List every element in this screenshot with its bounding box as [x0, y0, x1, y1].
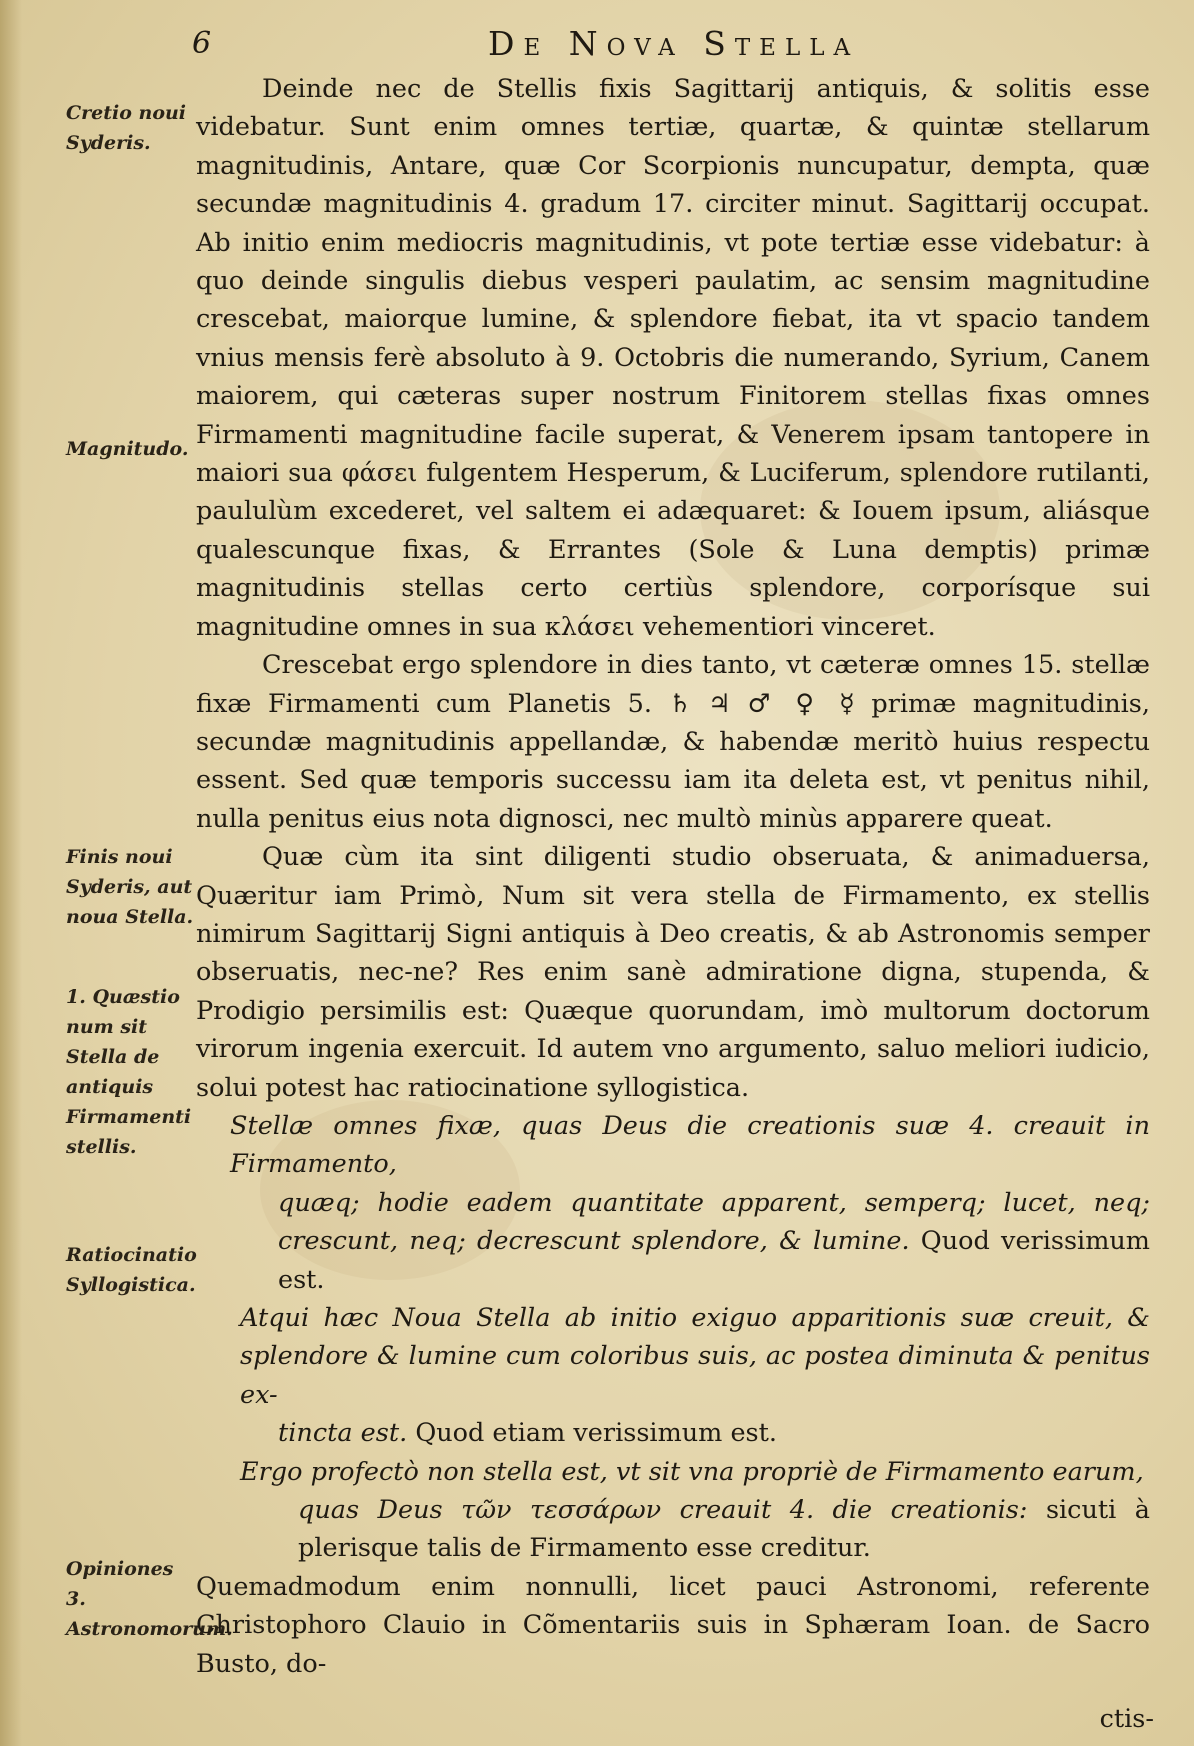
margin-note: Cretio noui Syderis.	[66, 102, 187, 154]
syllogism-continuation	[240, 1491, 1150, 1568]
margin-note: Opiniones 3. Astronomorum.	[66, 1558, 233, 1640]
syllogism-continuation	[230, 1184, 1150, 1299]
margin-note: Finis noui Syderis, aut noua Stella.	[66, 846, 194, 928]
syllogism-conclusion	[196, 1453, 1150, 1568]
paragraph: Crescebat ergo splendore in dies tanto, vt cæteræ omnes 15. stellæ fixæ Firmamenti cum Planetis 5. ♄ ♃ ♂ ♀ ☿ primæ magnitudinis, secundæ magnitudinis appellandæ, & habendæ meritò huius respectu essent. Sed quæ temporis successu iam ita deleta est, vt penitus nihil, nulla penitus eius nota dignosci, nec multò minùs apparere queat.	[196, 650, 1150, 834]
paragraph: Deinde nec de Stellis fixis Sagittarij antiquis, & solitis esse videbatur. Sunt enim omnes tertiæ, quartæ, & quintæ stellarum magnitudinis, Antare, quæ Cor Scorpionis nuncupatur, dempta, quæ secundæ magnitudinis 4. gradum 17. circiter minut. Sagittarij occupat. Ab initio enim mediocris magnitudinis, vt pote tertiæ esse videbatur: à quo deinde singulis diebus vesperi paulatim, ac sensim magnitudine crescebat, maiorque lumine, & splendore fiebat, ita vt spacio tandem vnius mensis ferè absoluto à 9. Octobris die numerando, Syrium, Canem maiorem, qui cæteras super nostrum Finitorem stellas fixas omnes Firmamenti magnitudine facile superat, & Venerem ipsam tantopere in maiori sua φάσει fulgentem Hesperum, & Luciferum, splendore rutilanti, paululùm excederet, vel saltem ei adæquaret: & Iouem ipsum, aliásque qualescunque fixas, & Errantes (Sole & Luna demptis) primæ magnitudinis stellas certo certiùs splendore, corporísque sui magnitudine omnes in sua κλάσει vehementiori vinceret.	[196, 74, 1150, 642]
syllogism-text: quæq; hodie eadem quantitate apparent, semperq; lucet, neq; crescunt, neq; decrescunt splendore, & lumine.	[278, 1187, 1150, 1257]
syllogism-note: Quod verissimum est.	[278, 1226, 1150, 1295]
margin-note: Magnitudo.	[66, 438, 189, 460]
margin-note: 1. Quæstio num sit Stella de antiquis Firmamenti stellis.	[66, 986, 192, 1158]
running-head: De Nova Stella	[488, 24, 860, 63]
syllogism-text: Ergo profectò non stella est, vt sit vna propriè de Firmamento earum,	[240, 1456, 1144, 1487]
syllogism-note: sicuti à plerisque talis de Firmamento esse creditur.	[298, 1495, 1150, 1564]
syllogism-text: Stellæ omnes fixæ, quas Deus die creationis suæ 4. creauit in Firmamento,	[230, 1110, 1150, 1180]
syllogism-continuation	[240, 1414, 1150, 1452]
syllogism-minor	[196, 1299, 1150, 1453]
syllogism-major	[196, 1107, 1150, 1299]
paragraph: Quemadmodum enim nonnulli, licet pauci Astronomi, referente Christophoro Clauio in Cõmentariis suis in Sphæram Ioan. de Sacro Busto, do-	[196, 1571, 1150, 1679]
main-text	[196, 70, 1150, 1683]
margin-note: Ratiocinatio Syllogistica.	[66, 1244, 197, 1296]
syllogism-note: Quod etiam verissimum est.	[415, 1418, 777, 1449]
page-header	[188, 20, 1148, 64]
syllogism-text: quas Deus τῶν τεσσάρων creauit 4. die creationis:	[298, 1495, 1028, 1526]
catchword: ctis-	[1099, 1704, 1154, 1734]
syllogism-text: tincta est.	[278, 1418, 408, 1449]
paragraph: Quæ cùm ita sint diligenti studio obseruata, & animaduersa, Quæritur iam Primò, Num sit vera stella de Firmamento, ex stellis nimirum Sagittarij Signi antiquis à Deo creatis, & ab Astronomis semper obseruatis, nec-ne? Res enim sanè admiratione digna, stupenda, & Prodigio persimilis est: Quæque quorundam, imò multorum doctorum virorum ingenia exercuit. Id autem vno argumento, saluo meliori iudicio, solui potest hac ratiocinatione syllogistica.	[196, 842, 1150, 1103]
syllogism-text: Atqui hæc Noua Stella ab initio exiguo apparitionis suæ creuit, & splendore & lumine cum coloribus suis, ac postea diminuta & penitus ex-	[240, 1303, 1150, 1410]
page-number: 6	[192, 26, 212, 61]
page-gutter-shadow	[0, 0, 22, 1746]
